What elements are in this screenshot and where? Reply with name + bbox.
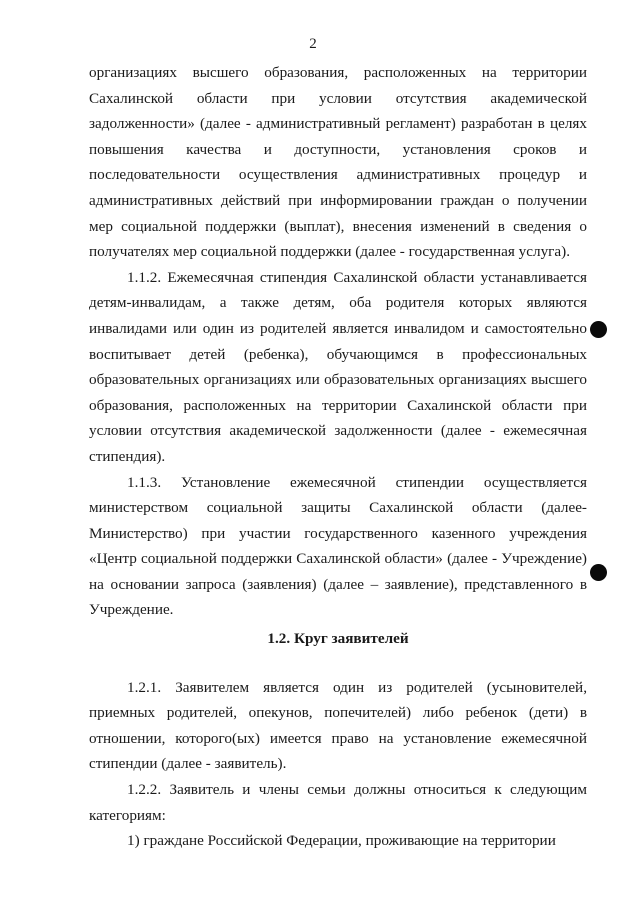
paragraph-list-item-1: 1) граждане Российской Федерации, проживающие на территории: [127, 832, 556, 850]
document-body: [89, 60, 587, 854]
paragraph-regulation-purpose: организациях высшего образования, расположенных на территории Сахалинской области при условии отсутствия академической задолженности» (далее - административный регламент) разработан в целях повышения качества и доступности, установления сроков и последовательности осуществления административных процедур и административных действий при информировании граждан о получении мер социальной поддержки (выплат), внесения изменений в сведения о получателях мер социальной поддержки (далее - государственная услуга).: [89, 64, 587, 261]
binder-hole-mark-bottom: [590, 564, 607, 581]
paragraph-1-2-1: 1.2.1. Заявителем является один из родителей (усыновителей, приемных родителей, опекунов, попечителей) либо ребенок (дети) в отношении, которого(ых) имеется право на установление ежемесячной стипендии (далее - заявитель).: [89, 678, 587, 773]
binder-hole-mark-top: [590, 321, 607, 338]
paragraph-1-1-3: 1.1.3. Установление ежемесячной стипендии осуществляется министерством социальной защиты Сахалинской области (далее- Министерство) при участии государственного казенного учреждения «Центр социальной поддержки Сахалинской области» (далее - Учреждение) на основании запроса (заявления) (далее – заявление), представленного в Учреждение.: [89, 473, 587, 619]
paragraph-1-1-2: 1.1.2. Ежемесячная стипендия Сахалинской области устанавливается детям-инвалидам, а также детям, оба родителя которых являются инвалидами или один из родителей является инвалидом и самостоятельно воспитывает детей (ребенка), обучающимся в профессиональных образовательных организациях или образовательных организациях высшего образования, расположенных на территории Сахалинской области при условии отсутствия академической задолженности (далее - ежемесячная стипендия).: [89, 268, 587, 465]
paragraph-1-2-2: 1.2.2. Заявитель и члены семьи должны относиться к следующим категориям:: [89, 781, 587, 824]
section-heading: 1.2. Круг заявителей: [267, 630, 409, 648]
page-number: 2: [309, 36, 317, 52]
